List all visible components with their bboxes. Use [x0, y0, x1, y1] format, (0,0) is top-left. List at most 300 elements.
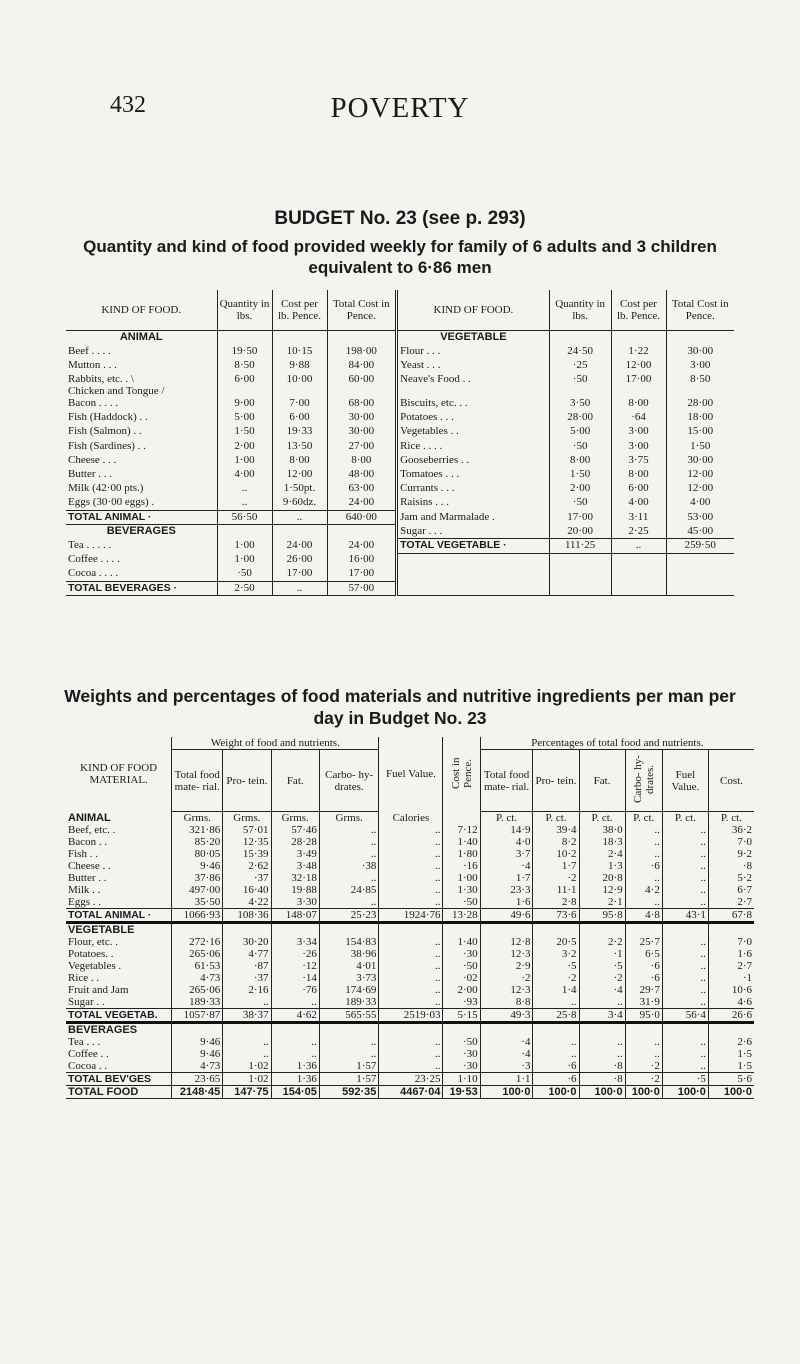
- nutrient-value: ..: [662, 972, 708, 984]
- budget-subtitle: Quantity and kind of food provided weekly for family of 6 adults and 3 children equivalent to 6·86 men: [83, 237, 717, 277]
- empty-cell: [443, 923, 480, 937]
- food-kind: Sugar . . .: [397, 525, 550, 539]
- unit-cell: P. ct.: [625, 812, 662, 825]
- nutrient-value: ..: [662, 948, 708, 960]
- nutrient-value: ·37: [223, 972, 271, 984]
- food-kind: Cheese . . .: [68, 453, 117, 466]
- nutrient-value: ..: [319, 872, 379, 884]
- budget-row: [66, 425, 734, 439]
- nutrient-row: [66, 960, 754, 972]
- food-cost: 4·00: [611, 496, 666, 510]
- nutrient-value: ..: [379, 960, 443, 972]
- nutrient-value: ..: [271, 996, 319, 1009]
- nutrient-value: 2·16: [223, 984, 271, 996]
- h-protein: Pro- tein.: [223, 750, 271, 812]
- nutrient-value: ..: [379, 948, 443, 960]
- food-qty: 20·00: [549, 525, 611, 539]
- food-qty: ·50: [549, 440, 611, 454]
- nutrient-value: ·02: [443, 972, 480, 984]
- nutrient-row: [66, 996, 754, 1009]
- section-row: [66, 923, 754, 937]
- section-label: VEGETABLE: [66, 923, 172, 937]
- food-qty: [549, 582, 611, 596]
- total-value: ·2: [625, 1073, 662, 1086]
- nutrient-value: 15·39: [223, 848, 271, 860]
- total-value: 1·57: [319, 1073, 379, 1086]
- food-cost: 8·00: [611, 397, 666, 411]
- food-kind: Flour . . .: [397, 345, 550, 359]
- nutrient-value: 9·46: [172, 1036, 223, 1048]
- food-kind: TOTAL BEVERAGES ·: [66, 582, 217, 596]
- h-fat: Fat.: [271, 750, 319, 812]
- nutrient-value: ..: [662, 1060, 708, 1073]
- budget-row: [66, 511, 734, 525]
- page-title: POVERTY: [330, 92, 470, 124]
- nutrient-value: 9·2: [708, 848, 754, 860]
- nutrient-value: ..: [662, 1048, 708, 1060]
- nutrient-value: ·1: [708, 972, 754, 984]
- nutrient-value: ..: [319, 836, 379, 848]
- food-qty: ..: [217, 482, 272, 496]
- food-kind: Cocoa . . . .: [68, 567, 119, 580]
- nutrient-value: 57·46: [271, 824, 319, 836]
- food-cost: 26·00: [272, 553, 327, 567]
- nutrient-value: ..: [662, 872, 708, 884]
- empty-cell: [223, 923, 271, 937]
- empty-cell: [579, 1023, 625, 1037]
- nutrient-value: ..: [625, 872, 662, 884]
- nutrient-value: ..: [271, 1048, 319, 1060]
- food-kind: Jam and Marmalade .: [397, 511, 550, 525]
- nutrient-value: 28·28: [271, 836, 319, 848]
- nutrient-value: 39·4: [533, 824, 579, 836]
- budget-row: [66, 539, 734, 553]
- empty-cell: [662, 1023, 708, 1037]
- nutrient-value: ..: [379, 984, 443, 996]
- food-material: Flour, etc. .: [68, 936, 118, 948]
- nutrient-value: ..: [379, 896, 443, 909]
- food-cost: [272, 331, 327, 345]
- budget-row: [66, 454, 734, 468]
- total-value: 5·15: [443, 1009, 480, 1023]
- food-total: 17·00: [327, 567, 397, 581]
- food-kind: Beef . . . .: [68, 344, 111, 357]
- col-kind: KIND OF FOOD.: [66, 290, 217, 331]
- nutrient-value: 19·88: [271, 884, 319, 896]
- total-value: 2519·03: [379, 1009, 443, 1023]
- nutrient-value: ·8: [708, 860, 754, 872]
- nutrient-value: 80·05: [172, 848, 223, 860]
- nutrient-value: 265·06: [172, 948, 223, 960]
- nutrient-value: 24·85: [319, 884, 379, 896]
- nutrient-value: ..: [319, 1036, 379, 1048]
- food-material: Cocoa . .: [68, 1060, 108, 1072]
- h-carbo-pct: Carbo- hy- drates.: [631, 755, 656, 803]
- food-qty: ·50: [549, 373, 611, 397]
- nutrient-value: 1·6: [480, 896, 533, 909]
- nutrient-value: ..: [379, 996, 443, 1009]
- nutrient-value: 8·2: [533, 836, 579, 848]
- nutrient-value: 1·5: [708, 1060, 754, 1073]
- budget-row: [66, 411, 734, 425]
- food-cost: 7·00: [272, 397, 327, 411]
- nutrient-value: 154·83: [319, 936, 379, 948]
- nutrient-value: ·2: [480, 972, 533, 984]
- nutrient-value: ·30: [443, 1048, 480, 1060]
- grand-total-label: TOTAL FOOD: [66, 1086, 172, 1099]
- food-total: 57·00: [327, 582, 397, 596]
- h-total-pct: Total food mate- rial.: [480, 750, 533, 812]
- h-fat-pct: Fat.: [579, 750, 625, 812]
- nutrient-row: [66, 984, 754, 996]
- nutrient-value: ..: [379, 848, 443, 860]
- nutrient-value: ..: [379, 936, 443, 948]
- nutrient-value: 31·9: [625, 996, 662, 1009]
- nutrient-value: ·50: [443, 1036, 480, 1048]
- food-total: 60·00: [327, 373, 397, 397]
- nutrient-value: ·5: [579, 960, 625, 972]
- col-total: Total Cost in Pence.: [327, 290, 397, 331]
- total-value: 25·23: [319, 909, 379, 923]
- h-fuel-pct: Fuel Value.: [662, 750, 708, 812]
- empty-cell: [379, 1023, 443, 1037]
- food-material: Beef, etc. .: [68, 824, 116, 836]
- food-qty: 17·00: [549, 511, 611, 525]
- nutrient-value: 3·30: [271, 896, 319, 909]
- nutrient-value: ..: [223, 996, 271, 1009]
- grand-total-value: 100·0: [480, 1086, 533, 1099]
- grand-total-row: [66, 1086, 754, 1099]
- nutrient-value: ..: [223, 1048, 271, 1060]
- nutrient-value: 16·40: [223, 884, 271, 896]
- unit-cell: P. ct.: [480, 812, 533, 825]
- nutrient-value: 25·7: [625, 936, 662, 948]
- budget-row: [66, 553, 734, 567]
- grand-total-value: 147·75: [223, 1086, 271, 1099]
- nutrient-value: 4·73: [172, 972, 223, 984]
- food-qty: 1·00: [217, 553, 272, 567]
- nutrient-value: ..: [662, 1036, 708, 1048]
- section-total-row: [66, 909, 754, 923]
- food-kind: Raisins . . .: [397, 496, 550, 510]
- nutrient-value: ..: [662, 884, 708, 896]
- food-kind-line: Chicken and Tongue /: [68, 385, 165, 398]
- unit-cell: Grms.: [271, 812, 319, 825]
- food-qty: [217, 331, 272, 345]
- empty-cell: [480, 923, 533, 937]
- nutrient-value: 4·6: [708, 996, 754, 1009]
- nutrient-value: ..: [579, 1036, 625, 1048]
- food-material: Bacon . .: [68, 836, 108, 848]
- food-kind: [397, 567, 550, 581]
- empty-cell: [579, 923, 625, 937]
- nutrient-value: 10·6: [708, 984, 754, 996]
- food-total: 84·00: [327, 359, 397, 373]
- nutrient-value: ·38: [319, 860, 379, 872]
- nutrient-value: 321·86: [172, 824, 223, 836]
- food-cost: ·64: [611, 411, 666, 425]
- empty-cell: [625, 1023, 662, 1037]
- food-cost: 3·75: [611, 454, 666, 468]
- total-value: 1·10: [443, 1073, 480, 1086]
- total-value: 1057·87: [172, 1009, 223, 1023]
- total-label: TOTAL BEV'GES: [66, 1073, 172, 1086]
- total-value: 1066·93: [172, 909, 223, 923]
- food-qty: 6·00: [217, 373, 272, 397]
- nutrient-value: 1·30: [443, 884, 480, 896]
- food-qty: 1·00: [217, 454, 272, 468]
- grand-total-value: 2148·45: [172, 1086, 223, 1099]
- nutrient-value: 1·02: [223, 1060, 271, 1073]
- nutrient-value: 12·3: [480, 984, 533, 996]
- nutrient-value: 38·96: [319, 948, 379, 960]
- food-total: 12·00: [666, 482, 734, 496]
- budget-title: BUDGET No. 23 (see p. 293): [274, 208, 526, 229]
- food-cost: 10·00: [272, 373, 327, 397]
- section-total-row: [66, 1073, 754, 1086]
- col-qty-2: Quantity in lbs.: [549, 290, 611, 331]
- nutrient-value: 8·8: [480, 996, 533, 1009]
- food-total: [327, 331, 397, 345]
- budget-row: [66, 397, 734, 411]
- food-cost: 6·00: [611, 482, 666, 496]
- nutrient-value: 3·34: [271, 936, 319, 948]
- nutrient-value: ·8: [579, 1060, 625, 1073]
- nutrient-value: ·50: [443, 960, 480, 972]
- food-qty: 56·50: [217, 511, 272, 525]
- nutrient-value: 12·35: [223, 836, 271, 848]
- nutrient-value: 30·20: [223, 936, 271, 948]
- nutrient-value: ..: [379, 836, 443, 848]
- nutrient-value: 32·18: [271, 872, 319, 884]
- food-cost: 6·00: [272, 411, 327, 425]
- total-label: TOTAL VEGETAB.: [66, 1009, 172, 1023]
- nutrient-value: ·3: [480, 1060, 533, 1073]
- total-label: TOTAL ANIMAL ·: [66, 909, 172, 923]
- food-kind: Fish (Haddock) . .: [68, 411, 148, 424]
- food-cost: 3·00: [611, 425, 666, 439]
- food-material: Coffee . .: [68, 1048, 109, 1060]
- food-total: 1·50: [666, 440, 734, 454]
- nutrient-value: 35·50: [172, 896, 223, 909]
- food-cost: 9·88: [272, 359, 327, 373]
- nutrient-row: [66, 884, 754, 896]
- nutrient-value: 174·69: [319, 984, 379, 996]
- total-value: 49·6: [480, 909, 533, 923]
- food-kind: [397, 582, 550, 596]
- food-total: 63·00: [327, 482, 397, 496]
- food-qty: 4·00: [217, 468, 272, 482]
- weights-title: Weights and percentages of food materials and nutritive ingredients per man per day in Budget No. 23: [64, 686, 736, 728]
- budget-row: [66, 567, 734, 581]
- nutrient-value: ..: [625, 896, 662, 909]
- nutrient-value: 7·0: [708, 836, 754, 848]
- nutrient-value: ..: [625, 836, 662, 848]
- food-total: 12·00: [666, 468, 734, 482]
- nutrient-value: 265·06: [172, 984, 223, 996]
- nutrient-value: 7·12: [443, 824, 480, 836]
- nutrient-value: ·26: [271, 948, 319, 960]
- nutrient-value: ..: [662, 824, 708, 836]
- food-kind: Bacon . . . .: [68, 397, 119, 410]
- h-carbo: Carbo- hy- drates.: [319, 750, 379, 812]
- empty-cell: [480, 1023, 533, 1037]
- food-qty: [549, 331, 611, 345]
- food-kind: Tomatoes . . .: [397, 468, 550, 482]
- total-value: 23·65: [172, 1073, 223, 1086]
- food-total: 8·00: [327, 454, 397, 468]
- food-total: 4·00: [666, 496, 734, 510]
- nutrient-value: 2·9: [480, 960, 533, 972]
- h-cost: Cost in Pence.: [449, 757, 474, 789]
- food-material: Fruit and Jam: [68, 984, 129, 996]
- nutrient-value: 4·73: [172, 1060, 223, 1073]
- nutrient-value: 7·0: [708, 936, 754, 948]
- nutrient-value: ·50: [443, 896, 480, 909]
- food-qty: 19·50: [217, 345, 272, 359]
- nutrient-row: [66, 824, 754, 836]
- nutrient-value: ..: [533, 1048, 579, 1060]
- food-cost: [272, 525, 327, 539]
- grand-total-value: 100·0: [533, 1086, 579, 1099]
- grand-total-value: 100·0: [625, 1086, 662, 1099]
- food-total: 28·00: [666, 397, 734, 411]
- budget-row: [66, 345, 734, 359]
- nutrient-value: 12·9: [579, 884, 625, 896]
- nutrient-value: ..: [319, 824, 379, 836]
- food-total: 640·00: [327, 511, 397, 525]
- grand-total-value: 154·05: [271, 1086, 319, 1099]
- total-value: 1·36: [271, 1073, 319, 1086]
- empty-cell: [708, 1023, 754, 1037]
- nutrient-value: 2·8: [533, 896, 579, 909]
- nutrient-value: 1·40: [443, 836, 480, 848]
- food-cost: 17·00: [611, 373, 666, 397]
- unit-cell: P. ct.: [708, 812, 754, 825]
- h-group-weight: Weight of food and nutrients.: [172, 737, 379, 750]
- nutrient-value: ..: [662, 896, 708, 909]
- nutrient-row: [66, 896, 754, 909]
- empty-cell: [443, 1023, 480, 1037]
- nutrient-row: [66, 1048, 754, 1060]
- food-cost: 2·25: [611, 525, 666, 539]
- nutrient-value: 1·3: [579, 860, 625, 872]
- food-total: [666, 331, 734, 345]
- nutrient-value: ..: [319, 848, 379, 860]
- nutrient-value: ·2: [533, 872, 579, 884]
- nutrients-table: [66, 737, 754, 1099]
- section-total-row: [66, 1009, 754, 1023]
- budget-row: [66, 496, 734, 510]
- h-cost-pct: Cost.: [708, 750, 754, 812]
- nutrient-value: ..: [379, 824, 443, 836]
- empty-cell: [379, 923, 443, 937]
- grand-total-value: 4467·04: [379, 1086, 443, 1099]
- food-cost: 8·00: [611, 468, 666, 482]
- food-total: 68·00: [327, 397, 397, 411]
- food-kind: Fish (Salmon) . .: [68, 425, 142, 438]
- nutrient-value: 189·33: [319, 996, 379, 1009]
- food-qty: 3·50: [549, 397, 611, 411]
- empty-cell: [223, 1023, 271, 1037]
- food-qty: 2·00: [217, 440, 272, 454]
- food-kind: ANIMAL: [119, 331, 163, 343]
- food-kind: Rice . . . .: [397, 440, 550, 454]
- nutrient-value: 57·01: [223, 824, 271, 836]
- food-total: 48·00: [327, 468, 397, 482]
- food-cost: ..: [272, 582, 327, 596]
- empty-cell: [625, 923, 662, 937]
- nutrient-value: ..: [379, 860, 443, 872]
- unit-cell: Grms.: [319, 812, 379, 825]
- nutrient-value: 36·2: [708, 824, 754, 836]
- food-qty: 111·25: [549, 539, 611, 553]
- empty-cell: [319, 1023, 379, 1037]
- nutrient-value: 2·2: [579, 936, 625, 948]
- nutrient-value: ·76: [271, 984, 319, 996]
- nutrient-value: 85·20: [172, 836, 223, 848]
- nutrient-value: ..: [379, 1060, 443, 1073]
- food-kind: Yeast . . .: [397, 359, 550, 373]
- nutrient-value: ·2: [533, 972, 579, 984]
- food-qty: 2·00: [549, 482, 611, 496]
- nutrient-value: ..: [625, 1048, 662, 1060]
- total-value: 4·62: [271, 1009, 319, 1023]
- nutrient-value: ..: [662, 984, 708, 996]
- col-kind-2: KIND OF FOOD.: [397, 290, 550, 331]
- total-value: 1·02: [223, 1073, 271, 1086]
- nutrient-value: ·2: [625, 1060, 662, 1073]
- col-qty: Quantity in lbs.: [217, 290, 272, 331]
- food-qty: 8·50: [217, 359, 272, 373]
- section-label: ANIMAL: [68, 811, 111, 824]
- food-kind: TOTAL ANIMAL ·: [66, 511, 217, 525]
- nutrient-value: 1·6: [708, 948, 754, 960]
- nutrient-value: ·2: [579, 972, 625, 984]
- total-value: 95·0: [625, 1009, 662, 1023]
- food-total: 30·00: [327, 425, 397, 439]
- nutrient-value: ..: [662, 860, 708, 872]
- nutrient-value: 14·9: [480, 824, 533, 836]
- food-material: Tea . . .: [68, 1036, 101, 1048]
- nutrient-value: ·6: [625, 960, 662, 972]
- nutrient-value: 23·3: [480, 884, 533, 896]
- nutrient-value: ·37: [223, 872, 271, 884]
- food-kind: Fish (Sardines) . .: [68, 439, 146, 452]
- nutrient-value: ..: [271, 1036, 319, 1048]
- nutrient-row: [66, 1036, 754, 1048]
- empty-cell: [533, 1023, 579, 1037]
- food-qty: 24·50: [549, 345, 611, 359]
- nutrient-value: ..: [579, 1048, 625, 1060]
- food-qty: [217, 525, 272, 539]
- nutrient-value: 2·7: [708, 896, 754, 909]
- nutrient-value: 12·8: [480, 936, 533, 948]
- food-cost: 24·00: [272, 539, 327, 553]
- nutrient-value: ..: [625, 1036, 662, 1048]
- nutrient-value: ·12: [271, 960, 319, 972]
- total-value: 565·55: [319, 1009, 379, 1023]
- food-qty: ·50: [549, 496, 611, 510]
- nutrient-value: ·4: [480, 1036, 533, 1048]
- nutrient-value: 12·3: [480, 948, 533, 960]
- food-total: 16·00: [327, 553, 397, 567]
- nutrient-value: 4·22: [223, 896, 271, 909]
- nutrient-value: ·4: [480, 860, 533, 872]
- food-total: 30·00: [327, 411, 397, 425]
- nutrient-row: [66, 948, 754, 960]
- nutrient-value: 1·36: [271, 1060, 319, 1073]
